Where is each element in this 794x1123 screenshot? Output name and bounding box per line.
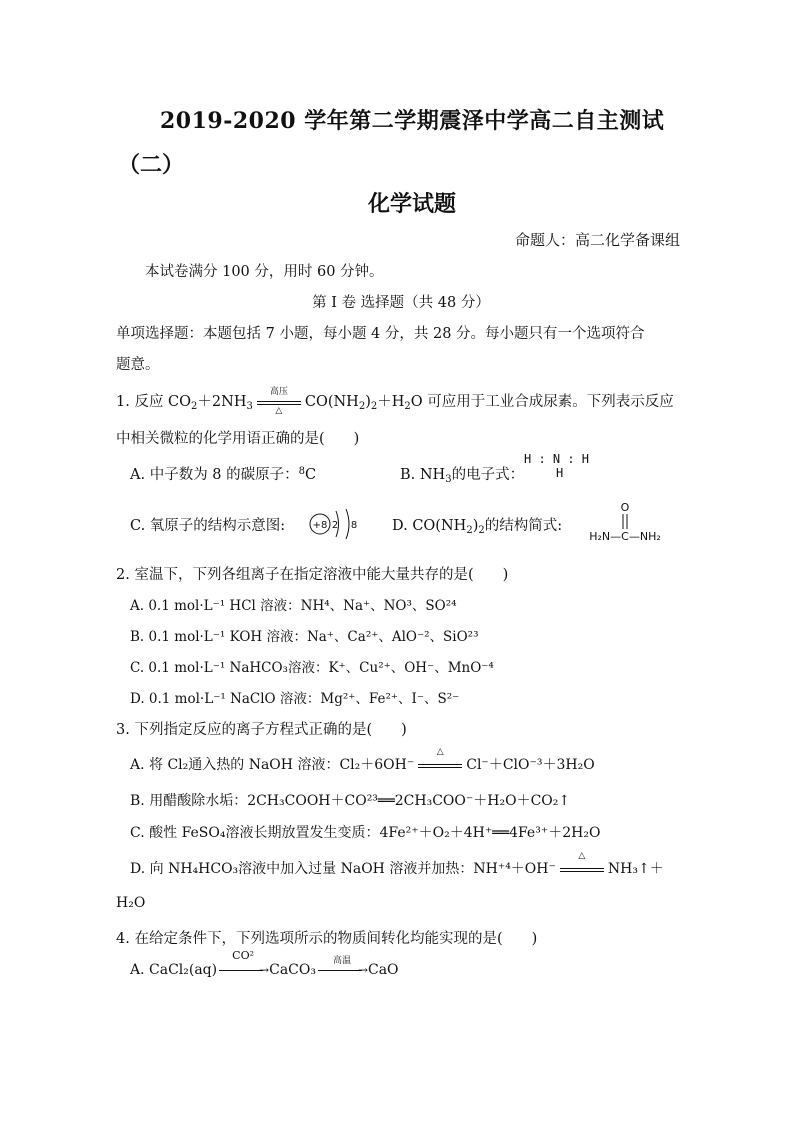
q1-option-c: C. 氧原子的结构示意图: (130, 518, 286, 534)
q4-stem: 4. 在给定条件下，下列选项所示的物质间转化均能实现的是( ) (116, 931, 538, 947)
q3-option-d-cont: H₂O (116, 895, 146, 911)
arrow-bar (318, 970, 362, 971)
q1-text: CO(NH (304, 394, 359, 410)
q4-option-a (130, 949, 399, 978)
q2-option-a: A. 0.1 mol·L⁻¹ HCl 溶液：NH⁴、Na⁺、NO³、SO²⁴ (130, 598, 457, 614)
electron-dots-row: H : N : H (524, 452, 590, 466)
arrow-bar (219, 970, 263, 971)
electron-dots-row: H (556, 466, 564, 480)
arrow-label: CO² (232, 949, 255, 962)
conversion-arrow: 高温 → (318, 963, 366, 977)
option-text: 的结构简式: (484, 518, 563, 534)
q2-stem: 2. 室温下，下列各组离子在指定溶液中能大量共存的是( ) (116, 567, 509, 583)
section-title: 第 I 卷 选择题（共 48 分） (312, 295, 490, 311)
option-text: 的电子式： (451, 467, 525, 483)
author-line: 命题人：高二化学备课组 (514, 231, 680, 249)
q1-text: ) (365, 394, 371, 410)
q1-option-d: D. $CO(NH_2)_2$的结构简式: (392, 518, 563, 536)
q3-option-c: C. 酸性 FeSO₄溶液长期放置发生变质：4Fe²⁺＋O₂＋4H⁺══4Fe³⁺＋2H₂O (130, 825, 601, 841)
q1-stem-cont: 中相关微粒的化学用语正确的是( ) (116, 431, 360, 447)
arrow-bar (257, 401, 301, 402)
option-text: Cl⁻＋ClO⁻³＋3H₂O (466, 757, 595, 773)
exam-title: 2019-2020 学年第二学期震泽中学高二自主测试 (160, 108, 665, 134)
conversion-arrow: CO² → (219, 963, 267, 977)
q3-option-a (130, 747, 595, 774)
arrow-label: 高温 (332, 956, 351, 966)
option-text: NH₃↑＋ (607, 861, 664, 877)
arrow-bar (560, 868, 604, 869)
arrow-label: △ (275, 406, 283, 416)
shell-electrons-2: 8 (350, 520, 358, 531)
option-text: D. CO(NH (392, 518, 467, 534)
arrow-bar (418, 767, 462, 768)
q1-text: ＋H (377, 394, 405, 410)
arrow-label: △ (436, 747, 444, 757)
option-text: A. 将 Cl₂通入热的 NaOH 溶液：Cl₂＋6OH⁻ (130, 757, 415, 773)
instructions: 单项选择题：本题包括 7 小题，每小题 4 分，共 28 分。每小题只有一个选项符合 (116, 326, 645, 342)
nucleus-charge: +8 (312, 520, 328, 531)
q2-option-b: B. 0.1 mol·L⁻¹ KOH 溶液：Na⁺、Ca²⁺、AlO⁻²、SiO²³ (130, 629, 479, 645)
element-symbol: C (305, 467, 317, 483)
q3-option-b: B. 用醋酸除水垢：2CH₃COOH＋CO²³══2CH₃COO⁻＋H₂O＋CO₂↑ (130, 793, 571, 809)
arrow-label: △ (578, 851, 586, 861)
option-text: B. NH (400, 467, 446, 483)
q3-stem: 3. 下列指定反应的离子方程式正确的是( ) (116, 722, 407, 738)
q1-text: ＋2NH (197, 394, 247, 410)
instructions-cont: 题意。 (116, 357, 160, 373)
q2-option-c: C. 0.1 mol·L⁻¹ NaHCO₃溶液：K⁺、Cu²⁺、OH⁻、MnO⁻⁴ (130, 660, 494, 676)
option-text: D. 向 NH₄HCO₃溶液中加入过量 NaOH 溶液并加热：NH⁺⁴＋OH⁻ (130, 861, 556, 877)
q1-text: 1. 反应 CO (116, 394, 192, 410)
exam-title-continued: （二） (118, 152, 185, 178)
urea-backbone: H₂N—C—NH₂ (589, 530, 661, 543)
nh3-electron-formula (524, 452, 589, 480)
subject-title: 化学试题 (367, 191, 456, 217)
q1-text: O 可应用于工业合成尿素。下列表示反应 (410, 394, 674, 410)
option-text: A. 中子数为 8 的碳原子： (130, 467, 299, 483)
arrow-bar (560, 871, 604, 872)
option-text: A. CaCl₂(aq) (130, 962, 218, 978)
arrow-bar (257, 404, 301, 405)
urea-structure (577, 500, 687, 548)
q1-option-b: B. $NH_3$的电子式： (400, 467, 525, 485)
arrow-label: 高压 (269, 387, 288, 397)
equation-arrow (418, 747, 462, 772)
q3-option-d (130, 851, 664, 878)
arrow-bar (418, 764, 462, 765)
isotope-mass: 8 (298, 466, 306, 477)
q1-option-a (130, 463, 316, 484)
reaction-arrow (257, 387, 301, 416)
shell-electrons-1: 2 (331, 520, 339, 531)
intro-text: 本试卷满分 100 分，用时 60 分钟。 (145, 264, 384, 280)
q1-stem: 1. 反应 $CO_2+2NH_3$ 高压 △ $CO(NH_2)_2+H_2O$ 可应用于工业合成尿素。下列表示反应 (116, 390, 674, 412)
urea-oxygen: O (620, 501, 630, 514)
option-text: CaO (367, 962, 399, 978)
option-text: CaCO₃ (269, 962, 316, 978)
oxygen-atom-diagram (309, 507, 359, 545)
equation-arrow (560, 851, 604, 876)
q2-option-d: D. 0.1 mol·L⁻¹ NaClO 溶液：Mg²⁺、Fe²⁺、I⁻、S²⁻ (130, 691, 460, 707)
